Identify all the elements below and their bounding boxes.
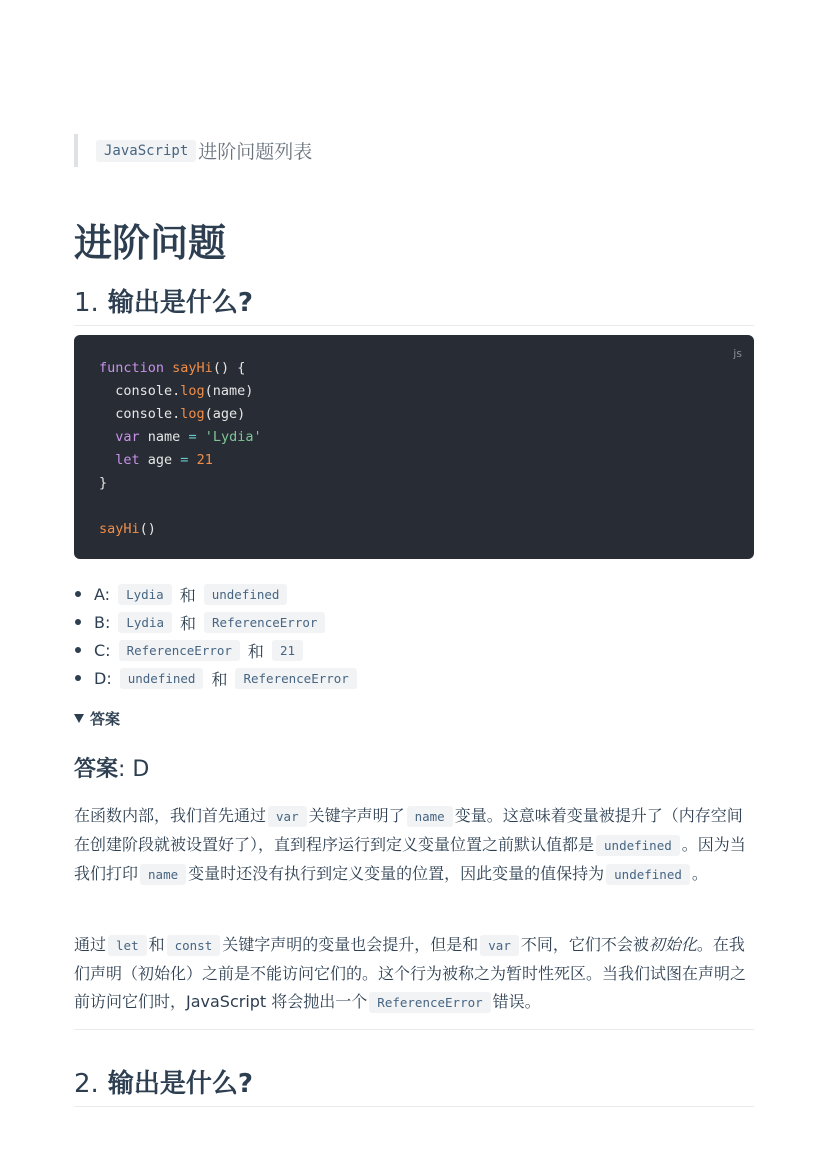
code-line-2: console.log(name) — [99, 383, 254, 399]
answer-details-toggle[interactable] — [74, 708, 120, 729]
question-2-number: 2. — [74, 1069, 99, 1099]
option-d: D: undefined 和 ReferenceError — [74, 664, 359, 692]
answer-heading — [74, 752, 149, 783]
question-1-number: 1. — [74, 288, 99, 318]
answer-value: : D — [118, 757, 150, 782]
code-content — [99, 357, 262, 541]
question-1-title: 输出是什么? — [107, 288, 253, 318]
option-a: A: Lydia 和 undefined — [74, 580, 359, 608]
quote-text: 进阶问题列表 — [198, 141, 313, 163]
option-b: B: Lydia 和 ReferenceError — [74, 608, 359, 636]
code-block — [74, 335, 754, 559]
option-c: C: ReferenceError 和 21 — [74, 636, 359, 664]
blockquote — [74, 134, 312, 167]
code-line-6: } — [99, 475, 108, 491]
question-2-heading — [74, 1063, 754, 1107]
code-line-8: sayHi() — [99, 521, 156, 537]
code-line-3: console.log(age) — [99, 406, 246, 422]
details-summary-label: 答案 — [90, 710, 121, 728]
question-2-title: 输出是什么? — [107, 1069, 253, 1099]
code-language-label: js — [733, 347, 742, 360]
explanation-paragraph-1: 在函数内部，我们首先通过 var 关键字声明了 name 变量。这意味着变量被提升了（内存空间在创建阶段就被设置好了），直到程序运行到定义变量位置之前默认值都是 undefined 。因为当我们打印 name 变量时还没有执行到定义变量的位置，因此变量的值保持为 undefined 。 — [74, 806, 746, 883]
code-line-4: var name = 'Lydia' — [115, 429, 262, 445]
question-1-heading — [74, 282, 754, 326]
quote-code: JavaScript — [96, 140, 196, 162]
code-line-5: let age = 21 — [115, 452, 213, 468]
code-line-1: function sayHi() { — [99, 360, 246, 376]
triangle-down-icon — [74, 714, 84, 723]
page-title: 进阶问题 — [74, 221, 227, 265]
section-divider — [74, 1029, 754, 1030]
answer-label: 答案 — [74, 757, 119, 782]
explanation-paragraph-2: 通过 let 和 const 关键字声明的变量也会提升，但是和 var 不同，它们不会被初始化。在我们声明（初始化）之前是不能访问它们的。这个行为被称之为暂时性死区。当我们试图在声明之前访问它们时，JavaScript 将会抛出一个 ReferenceError 错误。 — [74, 935, 747, 1011]
options-list — [74, 580, 359, 692]
